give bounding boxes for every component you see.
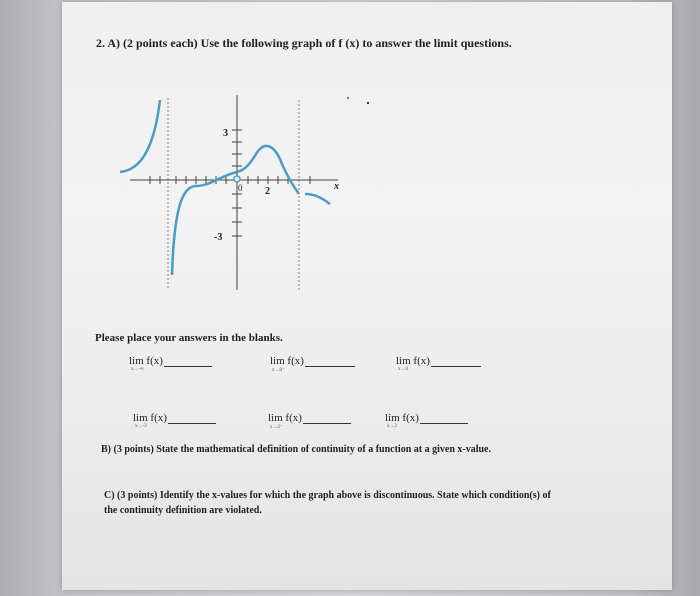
- open-point: [234, 176, 240, 182]
- part-b-question: B) (3 points) State the mathematical definition of continuity of a function at a given x-value.: [101, 444, 491, 455]
- limit-expression: lim f(x): [385, 412, 419, 424]
- answer-blank[interactable]: [305, 366, 355, 367]
- part-c-question-line-2: the continuity definition are violated.: [104, 505, 262, 516]
- limit-subscript: x→-3: [135, 424, 147, 429]
- tick-label-y-bottom: -3: [214, 232, 223, 243]
- curve-right-branch: [305, 194, 330, 204]
- tick-label-x: 2: [265, 186, 270, 197]
- stray-dot-1: [347, 97, 349, 99]
- limit-question-3: [396, 355, 481, 372]
- limit-subscript: x→-∞: [131, 367, 144, 372]
- limit-question-5: [268, 412, 351, 430]
- limit-subscript: x→0: [398, 367, 408, 372]
- limit-question-6: [385, 412, 468, 429]
- part-c-question-line-1: C) (3 points) Identify the x-values for which the graph above is discontinuous. State which condition(s) of: [104, 490, 551, 501]
- limit-expression: lim f(x): [270, 355, 304, 367]
- answer-blank[interactable]: [431, 366, 481, 367]
- answer-blank[interactable]: [420, 423, 468, 424]
- tick-label-y-top: 3: [223, 128, 228, 139]
- limit-expression: lim f(x): [268, 412, 302, 424]
- tick-label-origin: 0: [238, 183, 243, 193]
- instructions: Please place your answers in the blanks.: [95, 332, 283, 344]
- limit-subscript: x→2⁻: [270, 425, 283, 430]
- stray-dot-2: [367, 102, 369, 104]
- curve-middle-branch: [172, 146, 299, 275]
- limit-expression: lim f(x): [133, 412, 167, 424]
- limit-expression: lim f(x): [396, 355, 430, 367]
- limit-subscript: x→0⁻: [272, 368, 285, 373]
- question-title: 2. A) (2 points each) Use the following graph of f (x) to answer the limit questions.: [96, 36, 512, 50]
- limit-question-4: [133, 412, 216, 429]
- limit-question-1: [129, 355, 212, 372]
- x-axis-label: x: [334, 181, 339, 192]
- answer-blank[interactable]: [164, 366, 212, 367]
- limit-subscript: x→2: [387, 424, 397, 429]
- answer-blank[interactable]: [303, 423, 351, 424]
- limit-question-2: [270, 355, 355, 373]
- curve-left-branch: [120, 100, 160, 172]
- answer-blank[interactable]: [168, 423, 216, 424]
- limit-expression: lim f(x): [129, 355, 163, 367]
- function-graph: [110, 90, 390, 305]
